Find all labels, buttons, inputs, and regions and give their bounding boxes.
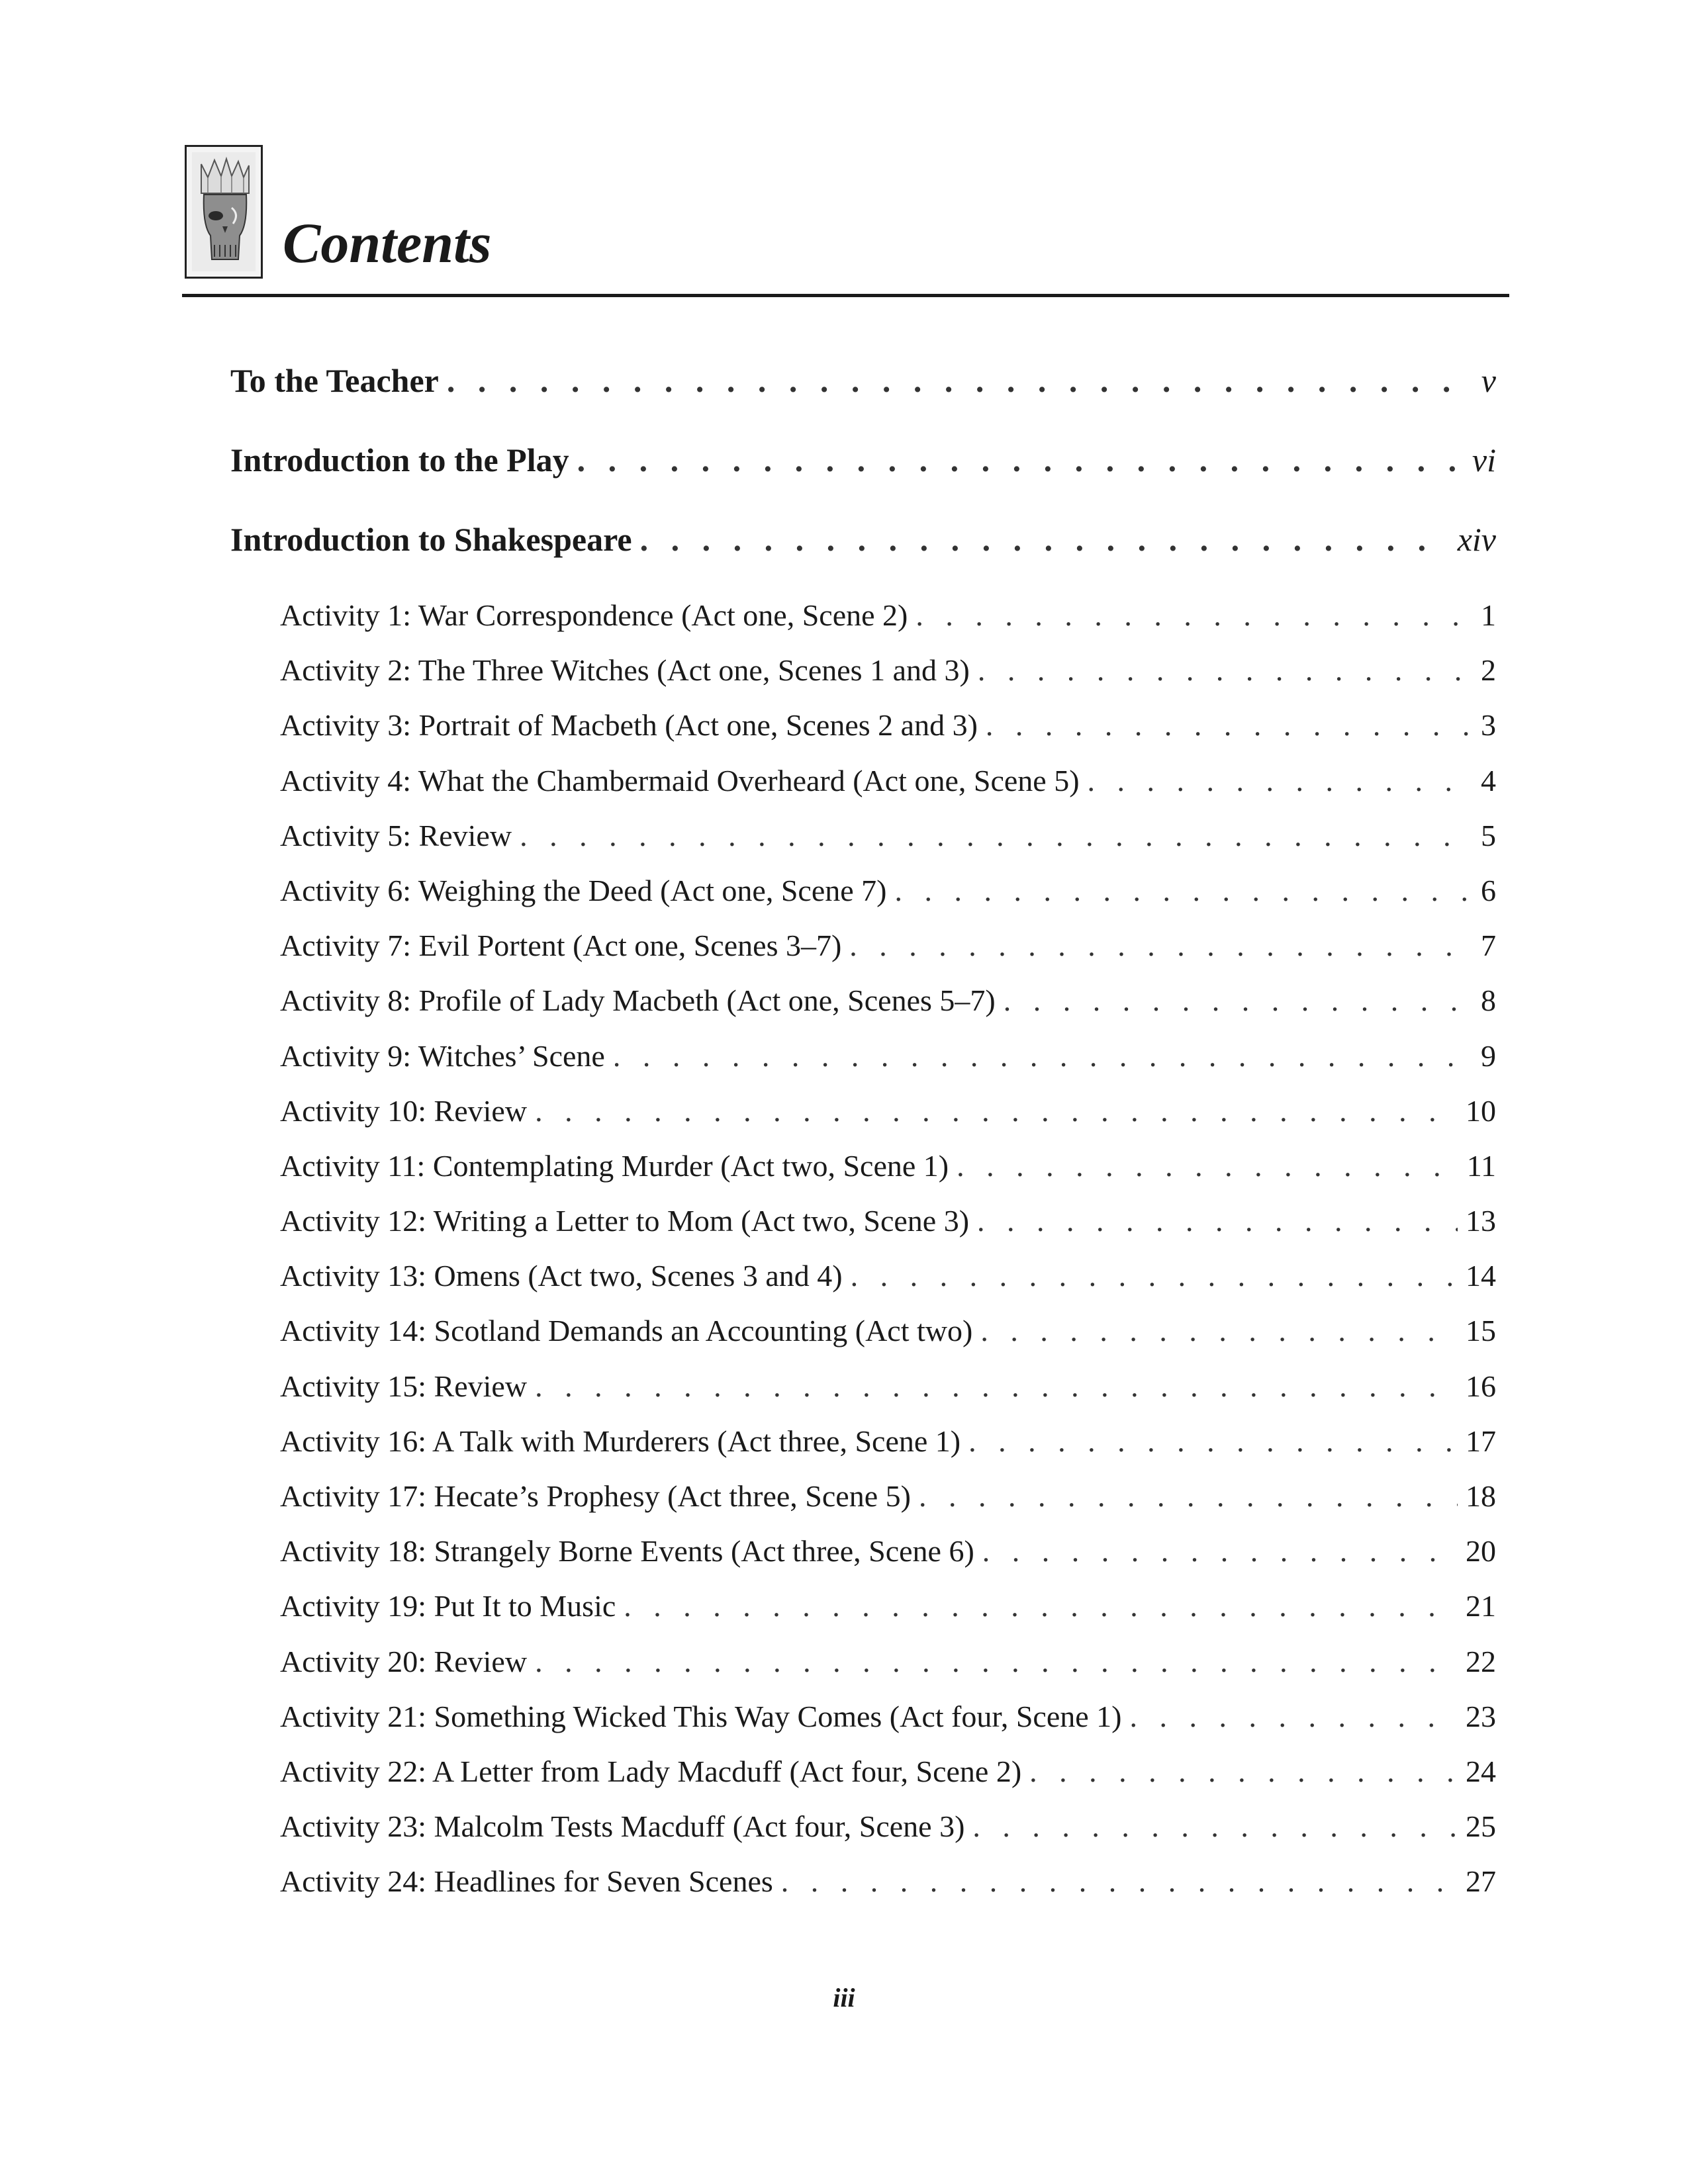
toc-entry-title: Activity 22: A Letter from Lady Macduff (Act four, Scene 2) — [280, 1754, 1022, 1788]
toc-entry-title: Activity 5: Review — [280, 818, 512, 852]
toc-activity-entry[interactable] — [280, 753, 1496, 808]
dot-leader — [915, 588, 1473, 643]
toc-page-number: 18 — [1466, 1479, 1496, 1513]
toc-activity-entry[interactable] — [280, 1689, 1496, 1744]
dot-leader — [1129, 1689, 1458, 1744]
toc-entry-title: Activity 8: Profile of Lady Macbeth (Act one, Scenes 5–7) — [280, 983, 996, 1018]
toc-entry-title: Introduction to the Play — [230, 441, 569, 478]
toc-page-number: 1 — [1481, 598, 1496, 632]
toc-activity-entry[interactable] — [280, 1744, 1496, 1799]
toc-page-number: 9 — [1481, 1038, 1496, 1073]
toc-entry-title: Activity 24: Headlines for Seven Scenes — [280, 1864, 773, 1899]
toc-page-number: 22 — [1466, 1644, 1496, 1678]
toc-major-entry[interactable] — [230, 503, 1496, 582]
dot-leader — [624, 1578, 1458, 1633]
toc-entry-title: Activity 7: Evil Portent (Act one, Scenes 3–7) — [280, 929, 842, 963]
toc-page-number: 6 — [1481, 873, 1496, 907]
contents-header — [182, 142, 1509, 301]
toc-page-number: 17 — [1466, 1424, 1496, 1458]
toc-entry-title: Activity 2: The Three Witches (Act one, Scenes 1 and 3) — [280, 653, 970, 688]
toc-activity-entry[interactable] — [280, 643, 1496, 698]
toc-activity-entry[interactable] — [280, 808, 1496, 863]
toc-page-number: 10 — [1466, 1093, 1496, 1128]
toc-page-number: 15 — [1466, 1314, 1496, 1348]
toc-activity-entry[interactable] — [280, 1193, 1496, 1248]
toc-entry-title: Activity 20: Review — [280, 1644, 528, 1678]
toc-entry-title: Activity 3: Portrait of Macbeth (Act one, Scenes 2 and 3) — [280, 708, 978, 743]
dot-leader — [894, 863, 1473, 918]
dot-leader — [982, 1524, 1458, 1578]
toc-entry-title: Activity 4: What the Chambermaid Overheard (Act one, Scene 5) — [280, 763, 1080, 797]
dot-leader — [980, 1303, 1458, 1358]
dot-leader — [613, 1028, 1473, 1083]
toc-activity-entry[interactable] — [280, 588, 1496, 643]
toc-page-number: 16 — [1466, 1369, 1496, 1403]
toc-entry-title: Activity 16: A Talk with Murderers (Act three, Scene 1) — [280, 1424, 961, 1458]
toc-activity-entry[interactable] — [280, 1248, 1496, 1303]
dot-leader — [520, 808, 1473, 863]
dot-leader — [535, 1359, 1458, 1414]
toc-page-number: 13 — [1466, 1204, 1496, 1238]
dot-leader — [986, 698, 1473, 752]
toc-entry-title: Activity 10: Review — [280, 1093, 528, 1128]
dot-leader — [577, 424, 1464, 496]
toc-page-number: 24 — [1466, 1754, 1496, 1788]
toc-major-entry[interactable] — [230, 424, 1496, 503]
toc-activity-entry[interactable] — [280, 1524, 1496, 1578]
toc-page-number: 4 — [1481, 763, 1496, 797]
toc-page-number: 14 — [1466, 1259, 1496, 1293]
dot-leader — [640, 503, 1450, 576]
crowned-skull-icon — [185, 145, 263, 279]
toc-entry-title: Activity 14: Scotland Demands an Accounting (Act two) — [280, 1314, 973, 1348]
toc-activity-entry[interactable] — [280, 1634, 1496, 1689]
header-divider — [182, 294, 1509, 297]
table-of-contents — [230, 344, 1496, 1909]
dot-leader — [957, 1138, 1459, 1193]
toc-entry-title: Activity 12: Writing a Letter to Mom (Act two, Scene 3) — [280, 1204, 970, 1238]
toc-activities — [230, 588, 1496, 1909]
toc-activity-entry[interactable] — [280, 1359, 1496, 1414]
toc-activity-entry[interactable] — [280, 1854, 1496, 1909]
dot-leader — [1029, 1744, 1458, 1799]
toc-activity-entry[interactable] — [280, 1578, 1496, 1633]
toc-activity-entry[interactable] — [280, 1083, 1496, 1138]
toc-entry-title: Activity 23: Malcolm Tests Macduff (Act four, Scene 3) — [280, 1809, 965, 1844]
dot-leader — [535, 1634, 1458, 1689]
toc-entry-title: Activity 1: War Correspondence (Act one, Scene 2) — [280, 598, 908, 632]
dot-leader — [1088, 753, 1473, 808]
dot-leader — [447, 344, 1474, 417]
toc-activity-entry[interactable] — [280, 1138, 1496, 1193]
dot-leader — [851, 1248, 1458, 1303]
toc-activity-entry[interactable] — [280, 1799, 1496, 1854]
toc-activity-entry[interactable] — [280, 863, 1496, 918]
toc-entry-title: Activity 11: Contemplating Murder (Act two, Scene 1) — [280, 1148, 949, 1183]
toc-page-number: 8 — [1481, 983, 1496, 1018]
toc-entry-title: Introduction to Shakespeare — [230, 521, 632, 558]
dot-leader — [849, 918, 1473, 973]
dot-leader — [535, 1083, 1458, 1138]
dot-leader — [977, 1193, 1458, 1248]
dot-leader — [1004, 973, 1473, 1028]
toc-entry-title: Activity 13: Omens (Act two, Scenes 3 and 4) — [280, 1259, 843, 1293]
toc-entry-title: Activity 9: Witches’ Scene — [280, 1038, 605, 1073]
toc-activity-entry[interactable] — [280, 1469, 1496, 1524]
toc-page-number: 21 — [1466, 1589, 1496, 1623]
toc-activity-entry[interactable] — [280, 973, 1496, 1028]
toc-activity-entry[interactable] — [280, 1414, 1496, 1469]
dot-leader — [781, 1854, 1458, 1909]
page-number: iii — [833, 1983, 855, 2013]
toc-page-number: 5 — [1481, 818, 1496, 852]
toc-activity-entry[interactable] — [280, 918, 1496, 973]
toc-page-number: 3 — [1481, 708, 1496, 743]
dot-leader — [968, 1414, 1458, 1469]
toc-page-number: 27 — [1466, 1864, 1496, 1899]
toc-major-sections — [230, 344, 1496, 582]
page-title: Contents — [283, 211, 492, 275]
toc-page-number: 7 — [1481, 929, 1496, 963]
toc-entry-title: Activity 19: Put It to Music — [280, 1589, 616, 1623]
toc-activity-entry[interactable] — [280, 1028, 1496, 1083]
toc-entry-title: Activity 6: Weighing the Deed (Act one, Scene 7) — [280, 873, 887, 907]
toc-activity-entry[interactable] — [280, 1303, 1496, 1358]
toc-page-number: 2 — [1481, 653, 1496, 688]
toc-page-number: 25 — [1466, 1809, 1496, 1844]
toc-page-number: vi — [1472, 441, 1496, 478]
toc-entry-title: Activity 18: Strangely Borne Events (Act three, Scene 6) — [280, 1534, 974, 1569]
toc-entry-title: Activity 21: Something Wicked This Way Comes (Act four, Scene 1) — [280, 1699, 1122, 1733]
toc-page-number: xiv — [1457, 521, 1496, 558]
dot-leader — [978, 643, 1473, 698]
toc-page-number: v — [1481, 362, 1496, 399]
toc-page-number: 20 — [1466, 1534, 1496, 1569]
toc-page-number: 11 — [1466, 1148, 1496, 1183]
toc-major-entry[interactable] — [230, 344, 1496, 424]
toc-activity-entry[interactable] — [280, 698, 1496, 752]
toc-entry-title: Activity 17: Hecate’s Prophesy (Act three, Scene 5) — [280, 1479, 911, 1513]
dot-leader — [972, 1799, 1458, 1854]
toc-entry-title: Activity 15: Review — [280, 1369, 528, 1403]
dot-leader — [919, 1469, 1458, 1524]
toc-entry-title: To the Teacher — [230, 362, 439, 399]
toc-page-number: 23 — [1466, 1699, 1496, 1733]
